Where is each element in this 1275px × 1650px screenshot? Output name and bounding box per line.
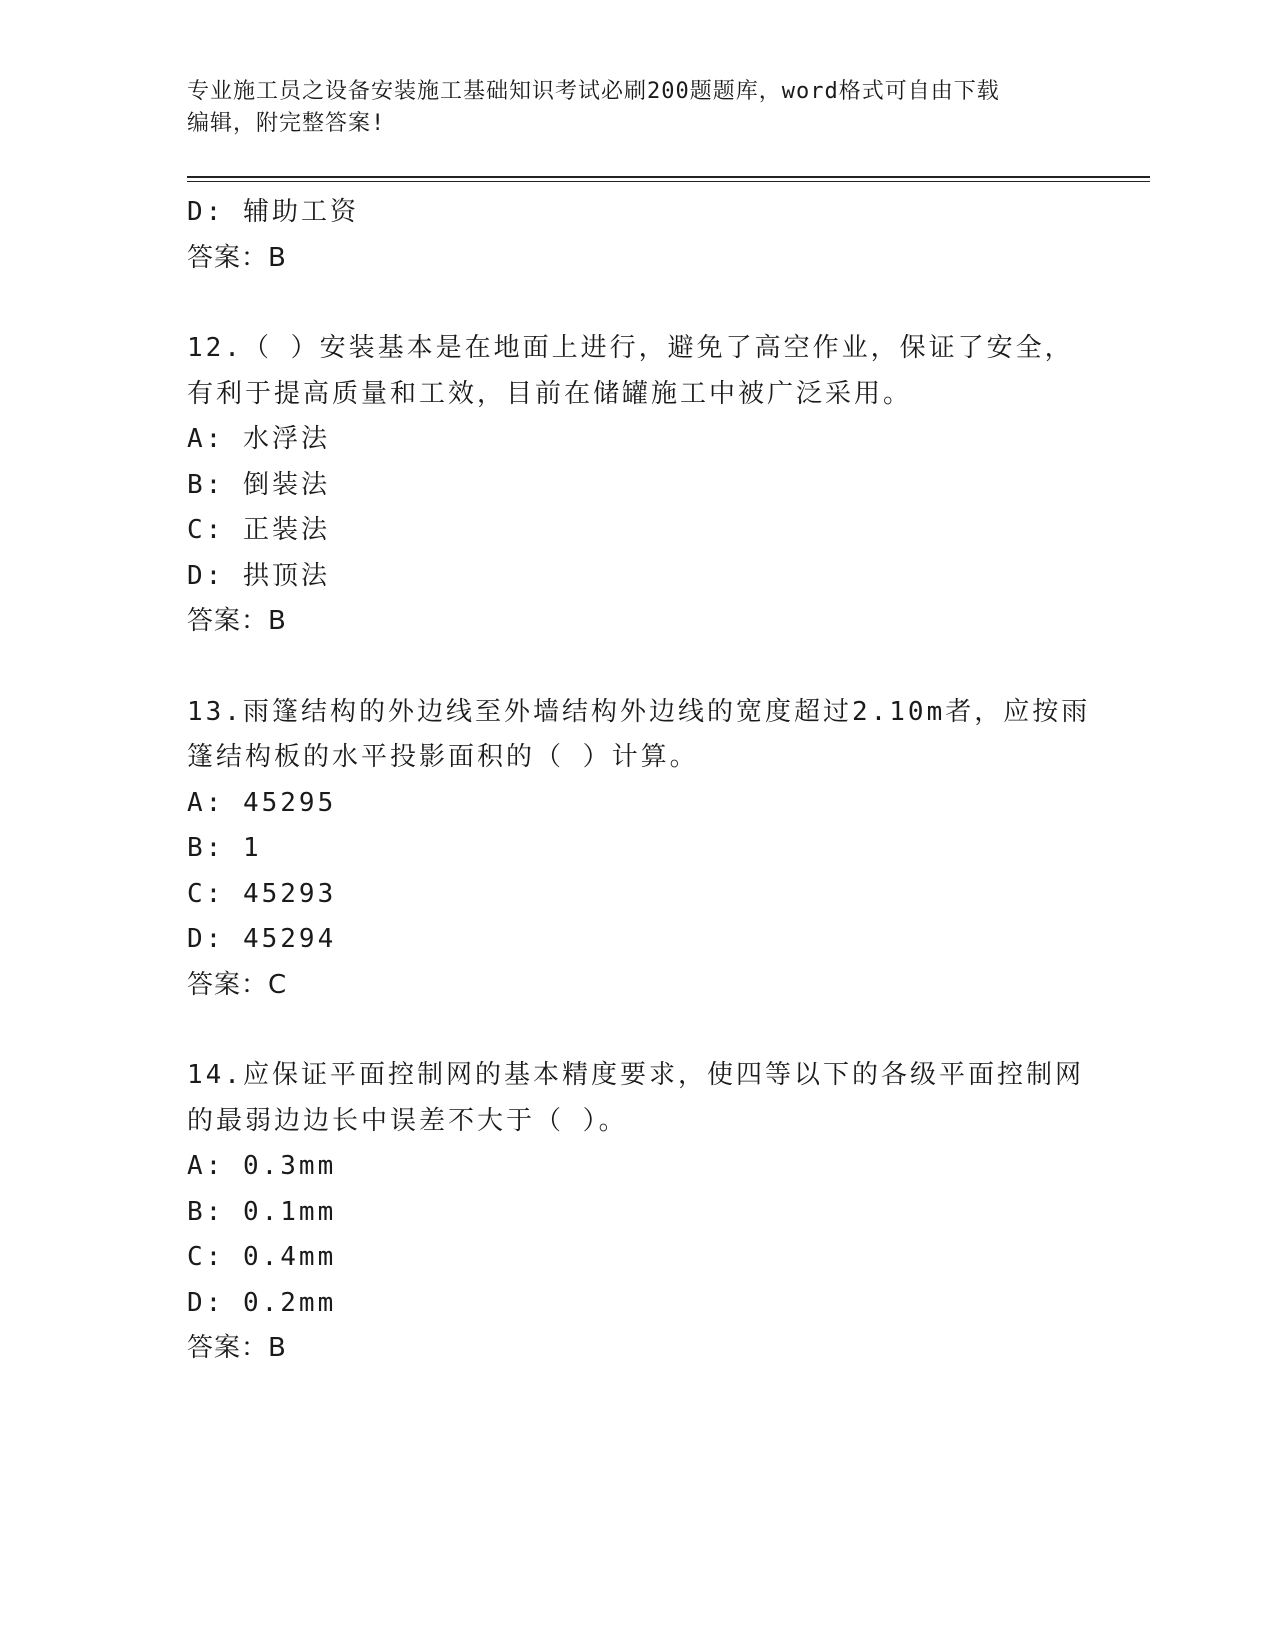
option-a: A: 45295 bbox=[187, 787, 337, 818]
question-14 bbox=[187, 1053, 1087, 1372]
header-title-line-1: 专业施工员之设备安装施工基础知识考试必刷200题题库，word格式可自由下载 bbox=[187, 79, 1000, 104]
answer-label: 答案：B bbox=[187, 1333, 287, 1363]
question-13 bbox=[187, 690, 1091, 1009]
option-c: C: 正装法 bbox=[187, 515, 330, 545]
option-c: C: 0.4mm bbox=[187, 1242, 337, 1272]
option-d: D: 拱顶法 bbox=[187, 560, 330, 591]
option-d: D: 45294 bbox=[187, 924, 337, 954]
option-b: B: 倒装法 bbox=[187, 469, 330, 500]
header-divider-thick bbox=[187, 176, 1150, 178]
header-divider-thin bbox=[187, 181, 1150, 182]
question-11-tail bbox=[187, 190, 1087, 281]
answer-label: 答案：B bbox=[187, 606, 287, 636]
option-b: B: 0.1mm bbox=[187, 1196, 337, 1227]
question-stem-line-1: 14.应保证平面控制网的基本精度要求，使四等以下的各级平面控制网 bbox=[187, 1060, 1084, 1090]
question-stem-line-2: 篷结构板的水平投影面积的（ ）计算。 bbox=[187, 742, 699, 772]
question-stem-line-2: 有利于提高质量和工效，目前在储罐施工中被广泛采用。 bbox=[187, 378, 913, 409]
spacer bbox=[187, 1008, 1087, 1053]
question-12 bbox=[187, 326, 1087, 645]
question-stem-line-1: 12.（ ）安装基本是在地面上进行，避免了高空作业，保证了安全， bbox=[187, 333, 1074, 363]
spacer bbox=[187, 645, 1087, 690]
question-stem-line-2: 的最弱边边长中误差不大于（ ）。 bbox=[187, 1105, 628, 1136]
answer-label: 答案：C bbox=[187, 969, 288, 1000]
option-d: D: 辅助工资 bbox=[187, 197, 359, 227]
option-a: A: 0.3mm bbox=[187, 1151, 337, 1181]
option-a: A: 水浮法 bbox=[187, 424, 330, 454]
question-list bbox=[187, 190, 1091, 1372]
question-stem-line-1: 13.雨篷结构的外边线至外墙结构外边线的宽度超过2.10m者，应按雨 bbox=[187, 696, 1091, 727]
header-title-line-2: 编辑，附完整答案! bbox=[187, 111, 386, 136]
option-c: C: 45293 bbox=[187, 878, 337, 909]
spacer bbox=[187, 281, 1087, 326]
option-b: B: 1 bbox=[187, 833, 262, 863]
document-header bbox=[187, 76, 1067, 140]
option-d: D: 0.2mm bbox=[187, 1287, 337, 1318]
answer-label: 答案：B bbox=[187, 242, 287, 273]
